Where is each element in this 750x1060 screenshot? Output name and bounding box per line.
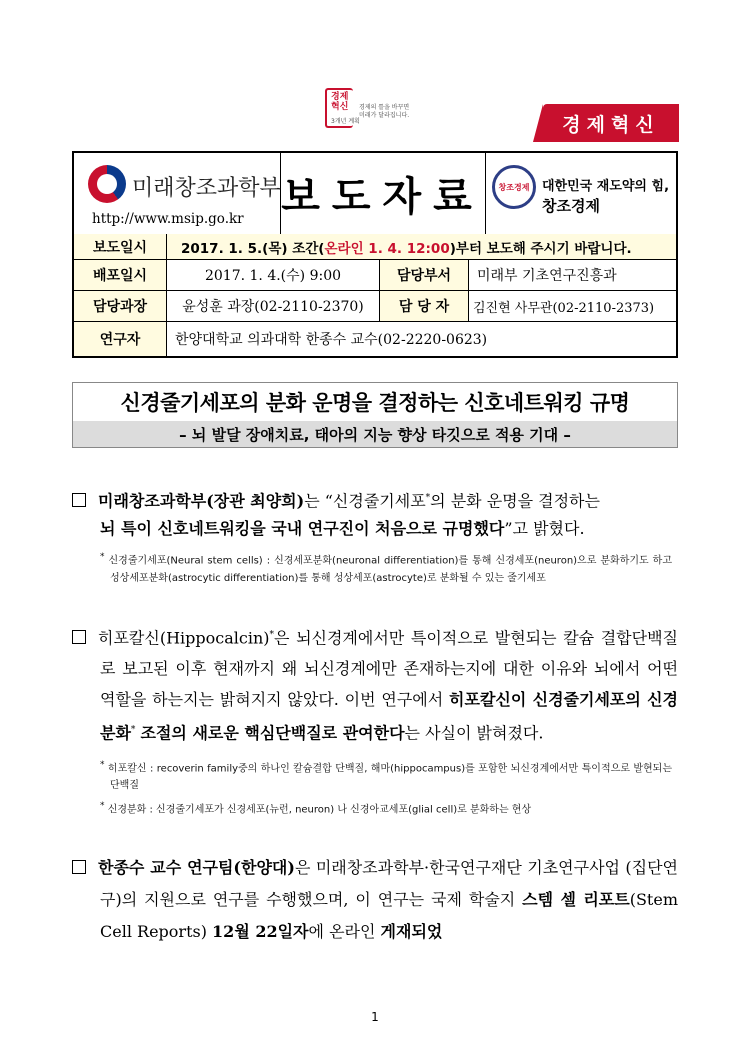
p1-note-text: 신경줄기세포(Neural stem cells) : 신경세포분화(neuronal differentiation)를 통해 신경세포(neuron)으로 분화하기도 하고 성상세포분화(astrocytic differentiation)를 통해 성상세포(astrocyte)로 분화될 수 있는 줄기세포: [108, 555, 672, 584]
staff-value: 김진현 사무관(02-2110-2373): [473, 300, 655, 316]
logo-subtitle: 경제의 틀을 바꾸면 미래가 달라집니다.: [359, 104, 410, 119]
p3-text-f: 에 온라인: [308, 922, 376, 941]
release-label: 보도일시: [74, 234, 167, 259]
p1-highlight: 뇌 특이 신호네트워킹을 국내 연구진이 처음으로 규명했다: [100, 519, 505, 539]
logo-mark-text: 경제 혁신: [331, 92, 349, 112]
department-value: 미래부 기초연구진흥과: [477, 268, 617, 284]
checkbox-bullet-icon: [72, 630, 86, 644]
p1-text-e: ”고 밝혔다.: [504, 519, 585, 539]
distribution-label: 배포일시: [74, 260, 167, 290]
p2-bold-d: 조절의 새로운 핵심단백질로 관여한다: [140, 723, 405, 743]
staff-label: 담 당 자: [379, 291, 469, 321]
government-emblem-icon: [88, 165, 126, 203]
p2-note1-mark: *: [100, 759, 105, 770]
ministry-url[interactable]: http://www.msip.go.kr: [92, 211, 244, 227]
p3-journal: 스템 셀 리포트: [522, 890, 630, 909]
researcher-row: [74, 322, 676, 356]
distribution-value: 2017. 1. 4.(수) 9:00: [204, 268, 342, 284]
department-label: 담당부서: [379, 260, 469, 290]
headline: 신경줄기세포의 분화 운명을 결정하는 신호네트워킹 규명: [120, 391, 630, 415]
release-suffix: )부터 보도해 주시기 바랍니다.: [449, 240, 632, 257]
p1-text-c: 의 분화 운명을 결정하는: [430, 491, 600, 511]
p1-sup: *: [425, 493, 431, 503]
researcher-value: 한양대학교 의과대학 한종수 교수(02-2220-0623): [175, 332, 488, 348]
economic-innovation-logo: [325, 88, 435, 130]
distribution-row: [74, 260, 676, 291]
checkbox-bullet-icon: [72, 860, 86, 874]
checkbox-bullet-icon: [72, 493, 86, 507]
p3-text-b: 은 미래창조과학부·한국연구재단 기초연구사업 (집단연구)의 지원으로 연구를 수행했으며, 이 연구는 국제 학술지: [100, 858, 678, 909]
press-release-header: [72, 151, 678, 358]
p1-text-b: 는 “신경줄기세포: [304, 491, 426, 511]
creative-economy-emblem-icon: 창조경제: [492, 165, 536, 209]
p1-ministry: 미래창조과학부(장관 최양희): [98, 491, 305, 511]
page-number: 1: [371, 1010, 379, 1024]
p2-text-e: 는 사실이 밝혀졌다.: [404, 723, 544, 743]
ministry-logo-cell: [74, 153, 281, 234]
headline-box: [72, 382, 678, 448]
manager-value: 윤성훈 과장(02-2110-2370): [182, 299, 364, 315]
p1-footnote: [72, 549, 678, 586]
document-title: 보도자료: [280, 153, 486, 234]
release-row: [74, 234, 676, 260]
p2-sup2: *: [130, 725, 136, 736]
p2-sup: *: [269, 630, 274, 640]
p2-note2-mark: *: [100, 800, 105, 811]
paragraph-3: [72, 852, 678, 948]
slogan-line2: 창조경제: [542, 197, 600, 215]
p2-note1-text: 히포칼신 : recoverin family중의 하나인 칼슘결합 단백질, 해마(hippocampus)를 포함한 뇌신경계에서만 특이적으로 발현되는 단백질: [107, 762, 672, 791]
p2-text-b: 은 뇌신경계에서만 특이적으로 발현되는 칼슘 결합단백질로 보고된 이후 현재까지 왜 뇌신경계에만 존재하는지에 대한 이유와 뇌에서 어떤 역할을 하는지는 밝혀지지 않았다. 이번 연구에서: [100, 628, 678, 710]
release-online: 온라인 1. 4. 12:00: [324, 240, 450, 257]
p3-journal-en: (Stem Cell Reports): [100, 890, 678, 941]
release-value: [167, 234, 676, 259]
paragraph-1: [72, 484, 678, 587]
manager-label: 담당과장: [74, 291, 167, 321]
p3-team: 한종수 교수 연구팀(한양대): [98, 858, 295, 877]
researcher-label: 연구자: [74, 322, 167, 356]
p3-published: 게재되었: [380, 922, 443, 941]
paragraph-2: [72, 620, 678, 818]
economic-innovation-banner: 경제혁신: [543, 104, 679, 142]
p2-text-a: 히포칼신(Hippocalcin): [98, 628, 270, 648]
ministry-name: 미래창조과학부: [132, 176, 281, 201]
p3-date: 12월 22일자: [212, 922, 309, 941]
p2-bold-c: 히포칼신이 신경줄기세포의 신경분화: [100, 690, 679, 743]
p2-footnote-2: [72, 798, 678, 818]
subheadline: – 뇌 발달 장애치료, 태아의 지능 향상 타깃으로 적용 기대 –: [73, 421, 677, 447]
slogan-cell: [486, 153, 676, 234]
p2-footnote-1: [72, 757, 678, 794]
slogan-line1: 대한민국 재도약의 힘,: [542, 179, 670, 194]
manager-row: [74, 291, 676, 322]
logo-years: 3개년 계획: [331, 118, 360, 125]
p2-note2-text: 신경분화 : 신경줄기세포가 신경세포(뉴런, neuron) 나 신경아교세포(glial cell)로 분화하는 현상: [107, 804, 532, 816]
release-prefix: 2017. 1. 5.(목) 조간(: [181, 240, 325, 257]
p1-note-mark: *: [100, 552, 105, 563]
